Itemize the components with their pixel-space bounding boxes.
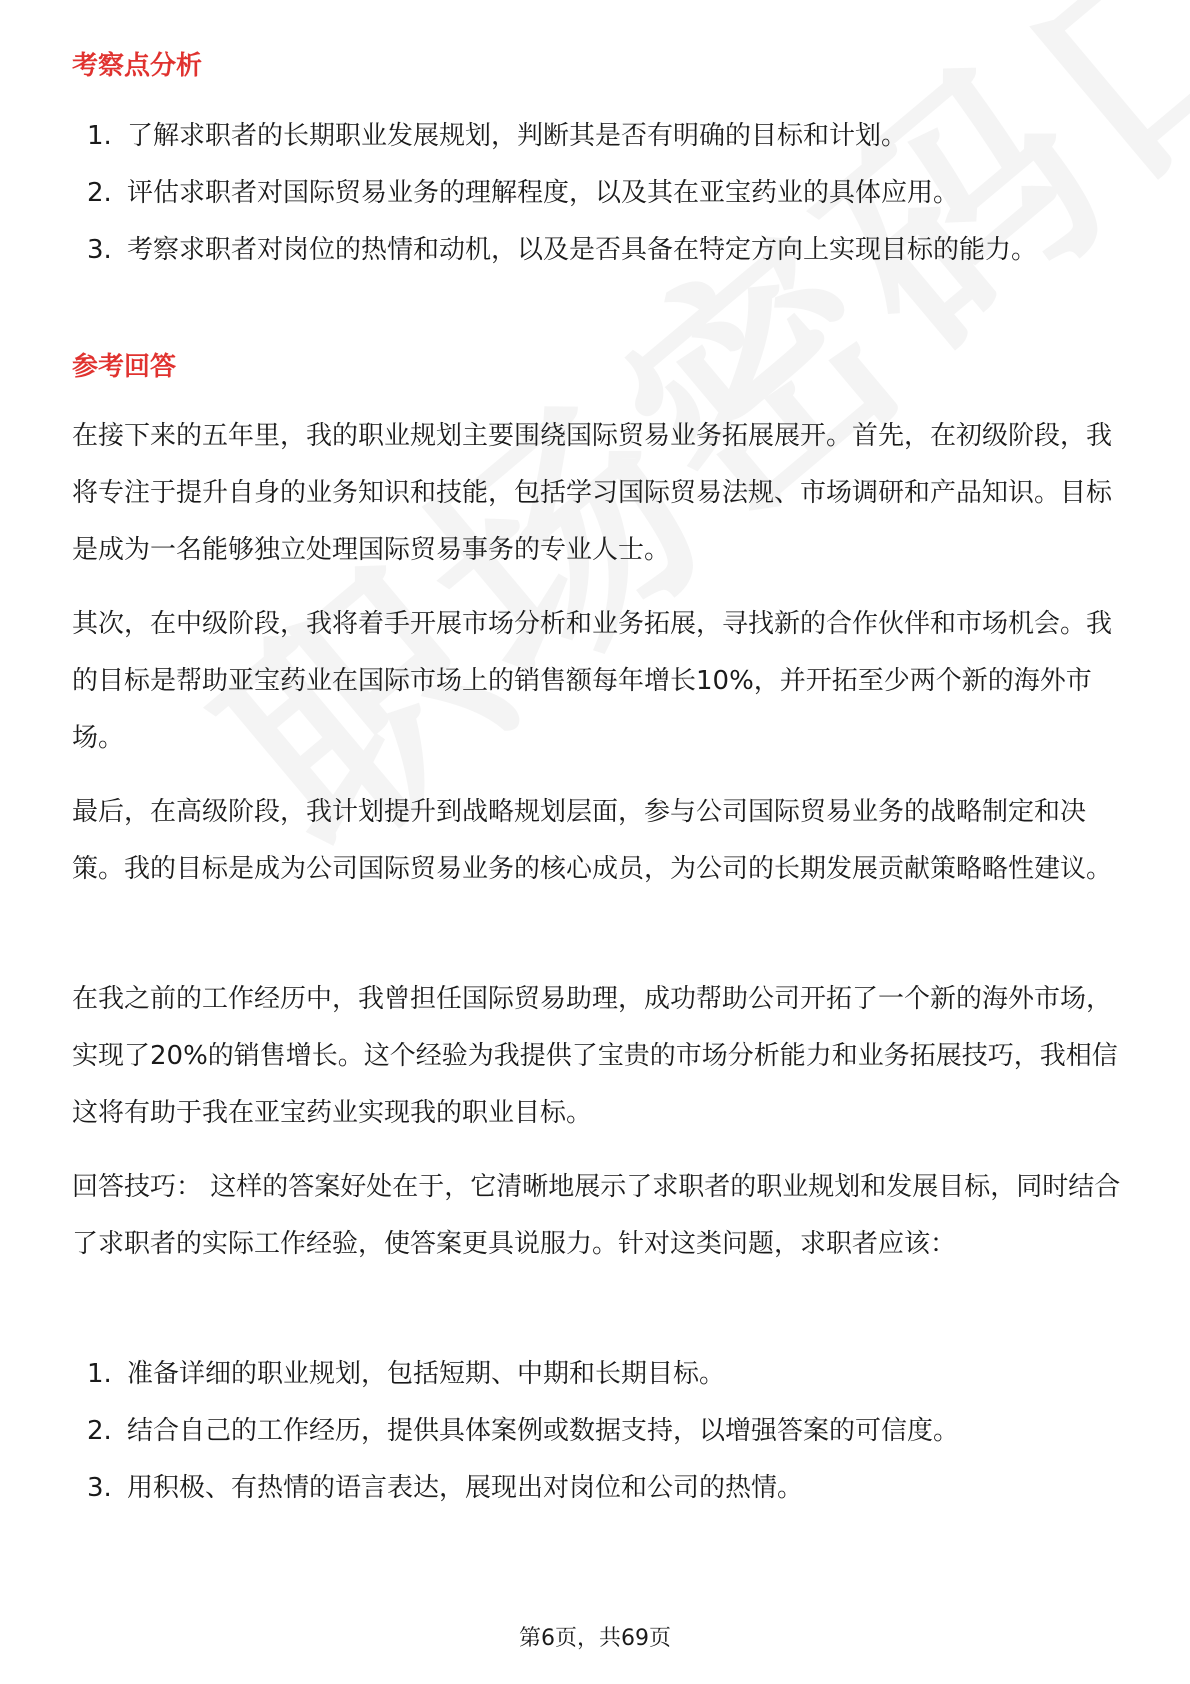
answer-paragraph-4: 在我之前的工作经历中，我曾担任国际贸易助理，成功帮助公司开拓了一个新的海外市场，实现了20%的销售增长。这个经验为我提供了宝贵的市场分析能力和业务拓展技巧，我相信这将有助于我在亚宝药业实现我的职业目标。 [72,984,1118,1128]
list-text: 了解求职者的长期职业发展规划，判断其是否有明确的目标和计划。 [127,121,908,151]
page-number: 第6页，共69页 [519,1626,671,1651]
answer-paragraph-3: 最后，在高级阶段，我计划提升到战略规划层面，参与公司国际贸易业务的战略制定和决策。我的目标是成为公司国际贸易业务的核心成员，为公司的长期发展贡献策略略性建议。 [72,797,1113,884]
section-title-answer: 参考回答 [72,352,177,382]
list-item [72,1460,1122,1517]
answer-paragraph-1: 在接下来的五年里，我的职业规划主要围绕国际贸易业务拓展展开。首先，在初级阶段，我将专注于提升自身的业务知识和技能，包括学习国际贸易法规、市场调研和产品知识。目标是成为一名能够独立处理国际贸易事务的专业人士。 [72,421,1113,565]
list-text: 考察求职者对岗位的热情和动机，以及是否具备在特定方向上实现目标的能力。 [127,235,1038,265]
list-number: 2. [87,178,112,208]
tips-list [72,1346,1122,1517]
list-text: 准备详细的职业规划，包括短期、中期和长期目标。 [127,1359,726,1389]
list-text: 结合自己的工作经历，提供具体案例或数据支持，以增强答案的可信度。 [127,1416,960,1446]
list-item [72,1346,1122,1403]
list-item [72,108,1122,165]
list-item [72,1403,1122,1460]
section-title-analysis: 考察点分析 [72,51,203,81]
answer-paragraph-2: 其次，在中级阶段，我将着手开展市场分析和业务拓展，寻找新的合作伙伴和市场机会。我的目标是帮助亚宝药业在国际市场上的销售额每年增长10%，并开拓至少两个新的海外市场。 [72,609,1113,753]
list-number: 3. [87,235,112,265]
list-item [72,222,1122,279]
list-number: 3. [87,1473,112,1503]
list-number: 1. [87,1359,112,1389]
list-number: 1. [87,121,112,151]
list-item [72,165,1122,222]
analysis-list [72,108,1122,279]
list-text: 评估求职者对国际贸易业务的理解程度，以及其在亚宝药业的具体应用。 [127,178,960,208]
answer-tips-intro: 回答技巧： 这样的答案好处在于，它清晰地展示了求职者的职业规划和发展目标，同时结合了求职者的实际工作经验，使答案更具说服力。针对这类问题，求职者应该： [72,1172,1121,1259]
list-number: 2. [87,1416,112,1446]
list-text: 用积极、有热情的语言表达，展现出对岗位和公司的热情。 [127,1473,804,1503]
